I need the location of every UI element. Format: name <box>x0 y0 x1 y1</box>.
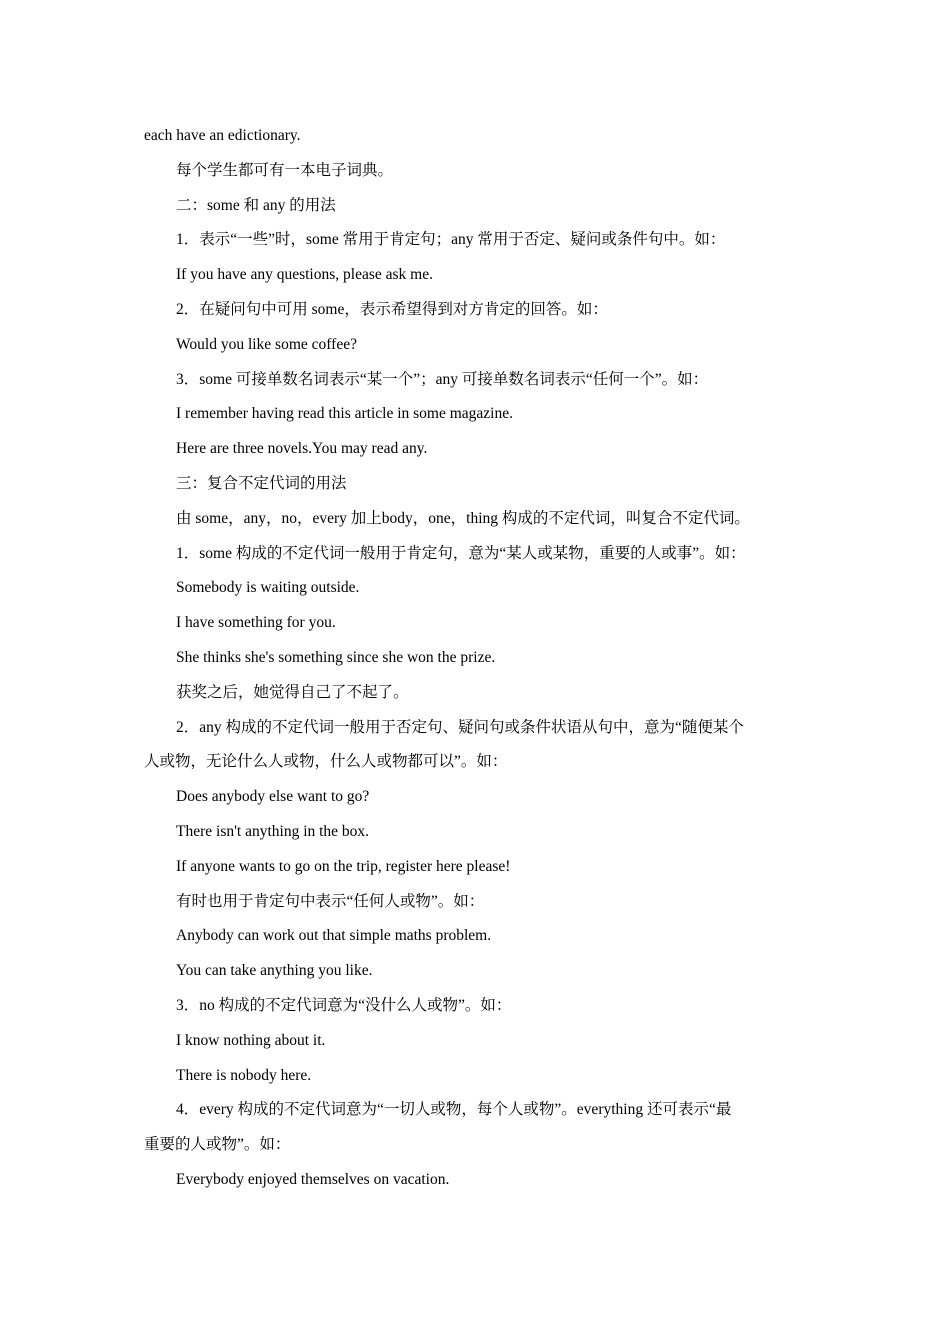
section-heading: 三：复合不定代词的用法 <box>176 474 347 492</box>
text-line: 重要的人或物”。如： <box>144 1136 291 1154</box>
text-line: 获奖之后，她觉得自己了不起了。 <box>176 683 409 701</box>
example-sentence: There is nobody here. <box>176 1066 312 1084</box>
example-sentence: She thinks she's something since she won the prize. <box>176 648 496 666</box>
example-sentence: Everybody enjoyed themselves on vacation. <box>176 1170 450 1188</box>
text-line: 4．every 构成的不定代词意为“一切人或物，每个人或物”。everything 还可表示“最 <box>176 1101 732 1119</box>
example-sentence: Would you like some coffee? <box>176 335 357 353</box>
text-line: 2．在疑问句中可用 some，表示希望得到对方肯定的回答。如： <box>176 300 608 318</box>
example-sentence: I have something for you. <box>176 614 336 632</box>
example-sentence: I know nothing about it. <box>176 1031 326 1049</box>
text-line: 1．some 构成的不定代词一般用于肯定句，意为“某人或某物，重要的人或事”。如： <box>176 544 746 562</box>
text-line: 1．表示“一些”时，some 常用于肯定句；any 常用于否定、疑问或条件句中。如： <box>176 231 726 249</box>
example-sentence: You can take anything you like. <box>176 962 373 980</box>
example-sentence: If anyone wants to go on the trip, register here please! <box>176 857 511 875</box>
text-line: each have an edictionary. <box>144 127 301 144</box>
example-sentence: If you have any questions, please ask me. <box>176 266 433 284</box>
text-line: 由 some，any，no，every 加上body，one，thing 构成的不定代词，叫复合不定代词。 <box>176 509 750 527</box>
text-line: 有时也用于肯定句中表示“任何人或物”。如： <box>176 892 485 910</box>
document-body <box>144 119 806 1198</box>
example-sentence: Anybody can work out that simple maths problem. <box>176 927 492 945</box>
example-sentence: Somebody is waiting outside. <box>176 579 360 597</box>
section-heading: 二：some 和 any 的用法 <box>176 196 336 214</box>
text-line: 人或物，无论什么人或物，什么人或物都可以”。如： <box>144 753 508 771</box>
example-sentence: I remember having read this article in some magazine. <box>176 405 513 423</box>
example-sentence: Here are three novels.You may read any. <box>176 440 428 458</box>
example-sentence: Does anybody else want to go? <box>176 788 370 806</box>
text-line: 3．no 构成的不定代词意为“没什么人或物”。如： <box>176 996 512 1014</box>
example-sentence: There isn't anything in the box. <box>176 822 370 840</box>
text-line: 每个学生都可有一本电子词典。 <box>176 161 394 179</box>
text-line: 2．any 构成的不定代词一般用于否定句、疑问句或条件状语从句中，意为“随便某个 <box>176 718 744 736</box>
text-line: 3．some 可接单数名词表示“某一个”；any 可接单数名词表示“任何一个”。如： <box>176 370 709 388</box>
